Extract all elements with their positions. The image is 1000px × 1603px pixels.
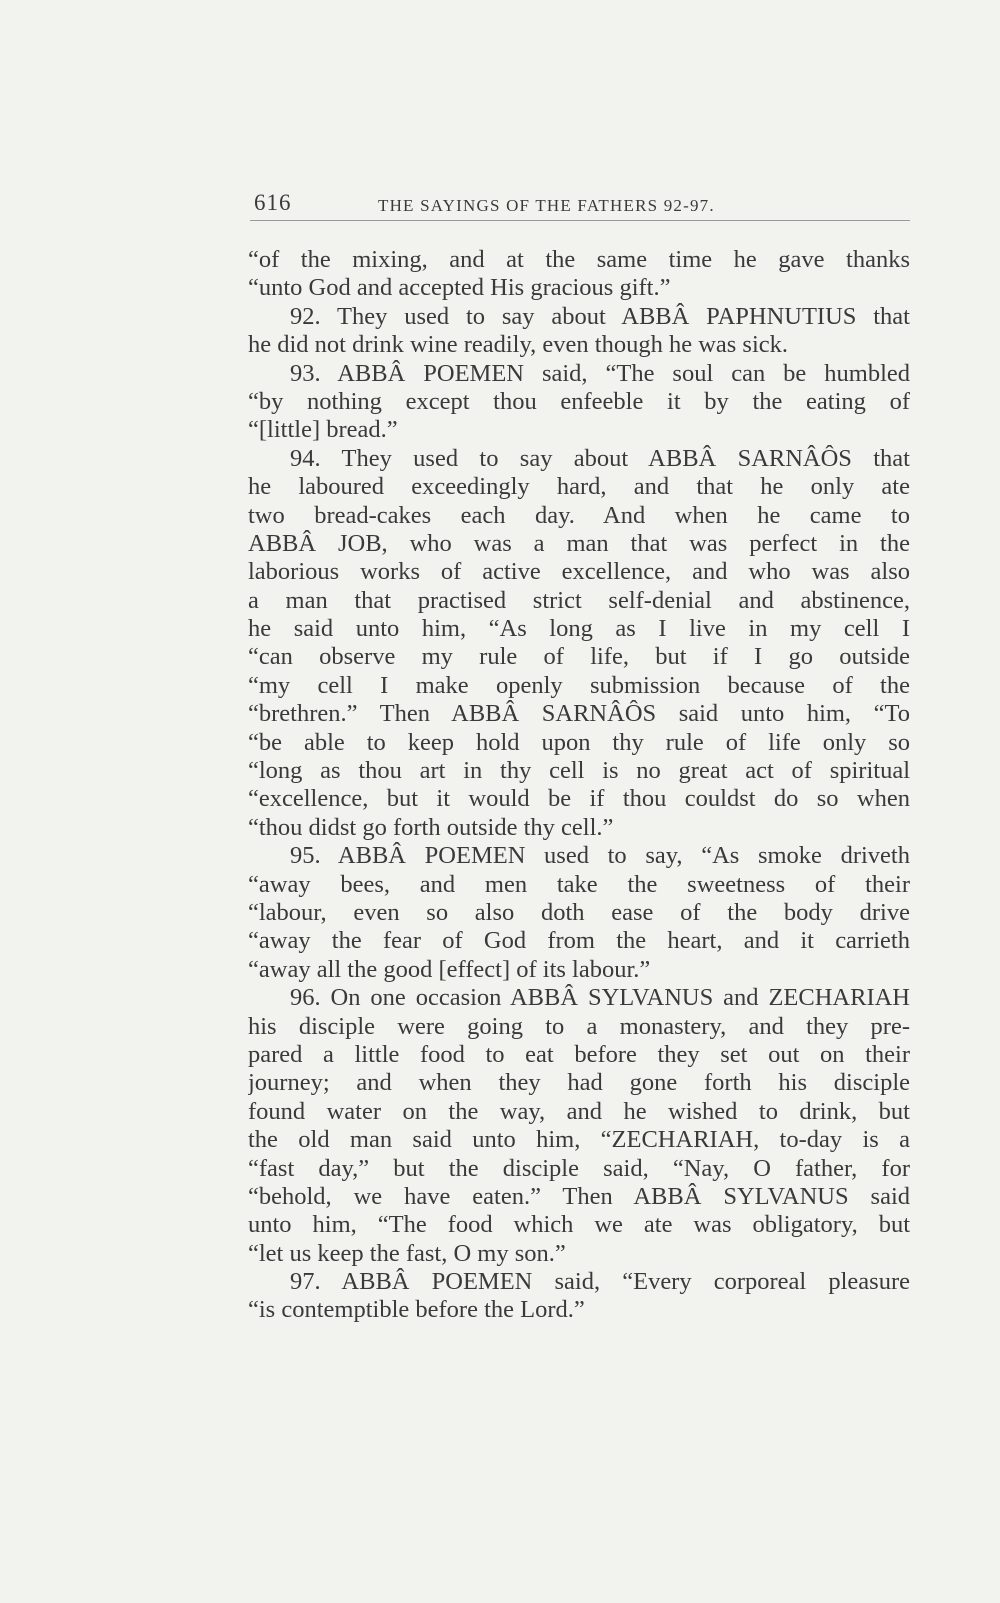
text-line: “labour, even so also doth ease of the body drive <box>248 898 910 926</box>
text-line: his disciple were going to a monastery, and they pre- <box>248 1012 910 1040</box>
page-number: 616 <box>254 190 292 215</box>
text-line: unto him, “The food which we ate was obligatory, but <box>248 1211 910 1239</box>
text-line: found water on the way, and he wished to drink, but <box>248 1097 910 1125</box>
text-line: 92. They used to say about ABBÂ PAPHNUTIUS that <box>290 302 910 330</box>
text-line: “by nothing except thou enfeeble it by the eating of <box>248 387 910 415</box>
text-line: “brethren.” Then ABBÂ SARNÂÔS said unto him, “To <box>248 700 910 728</box>
text-line: he laboured exceedingly hard, and that he only ate <box>248 473 910 501</box>
text-line: the old man said unto him, “ZECHARIAH, to-day is a <box>248 1126 910 1154</box>
text-line: journey; and when they had gone forth his disciple <box>248 1069 910 1097</box>
text-line: “my cell I make openly submission because of the <box>248 671 910 699</box>
text-line: laborious works of active excellence, and who was also <box>248 558 910 586</box>
text-line: “long as thou art in thy cell is no great act of spiritual <box>248 757 910 785</box>
text-line: “behold, we have eaten.” Then ABBÂ SYLVANUS said <box>248 1182 910 1210</box>
text-line: “can observe my rule of life, but if I go outside <box>248 643 910 671</box>
text-line: he said unto him, “As long as I live in my cell I <box>248 615 910 643</box>
text-line: a man that practised strict self-denial and abstinence, <box>248 586 910 614</box>
text-line: “away bees, and men take the sweetness of their <box>248 870 910 898</box>
text-line: “is contemptible before the Lord.” <box>248 1296 585 1324</box>
text-line: “excellence, but it would be if thou couldst do so when <box>248 785 910 813</box>
text-line: 93. ABBÂ POEMEN said, “The soul can be humbled <box>290 359 910 387</box>
body-text <box>248 246 910 1325</box>
text-line: “away all the good [effect] of its labour.” <box>248 955 651 983</box>
text-line: 96. On one occasion ABBÂ SYLVANUS and ZECHARIAH <box>290 984 910 1012</box>
text-line: he did not drink wine readily, even though he was sick. <box>248 331 789 359</box>
text-line: “unto God and accepted His gracious gift.” <box>248 274 671 302</box>
text-line: 94. They used to say about ABBÂ SARNÂÔS that <box>290 444 910 472</box>
text-line: ABBÂ JOB, who was a man that was perfect in the <box>248 529 910 557</box>
text-line: two bread-cakes each day. And when he came to <box>248 501 910 529</box>
text-line: “fast day,” but the disciple said, “Nay, O father, for <box>248 1154 910 1182</box>
text-line: “away the fear of God from the heart, and it carrieth <box>248 927 910 955</box>
text-line: “thou didst go forth outside thy cell.” <box>248 813 614 841</box>
text-line: “of the mixing, and at the same time he gave thanks <box>248 246 910 273</box>
running-title: THE SAYINGS OF THE FATHERS 92-97. <box>378 196 715 215</box>
text-line: 97. ABBÂ POEMEN said, “Every corporeal pleasure <box>290 1268 910 1296</box>
text-line: “[little] bread.” <box>248 416 398 444</box>
text-line: pared a little food to eat before they set out on their <box>248 1040 910 1068</box>
text-line: “let us keep the fast, O my son.” <box>248 1239 566 1267</box>
page-header <box>250 188 910 221</box>
text-line: “be able to keep hold upon thy rule of life only so <box>248 728 910 756</box>
text-line: 95. ABBÂ POEMEN used to say, “As smoke driveth <box>290 842 910 870</box>
